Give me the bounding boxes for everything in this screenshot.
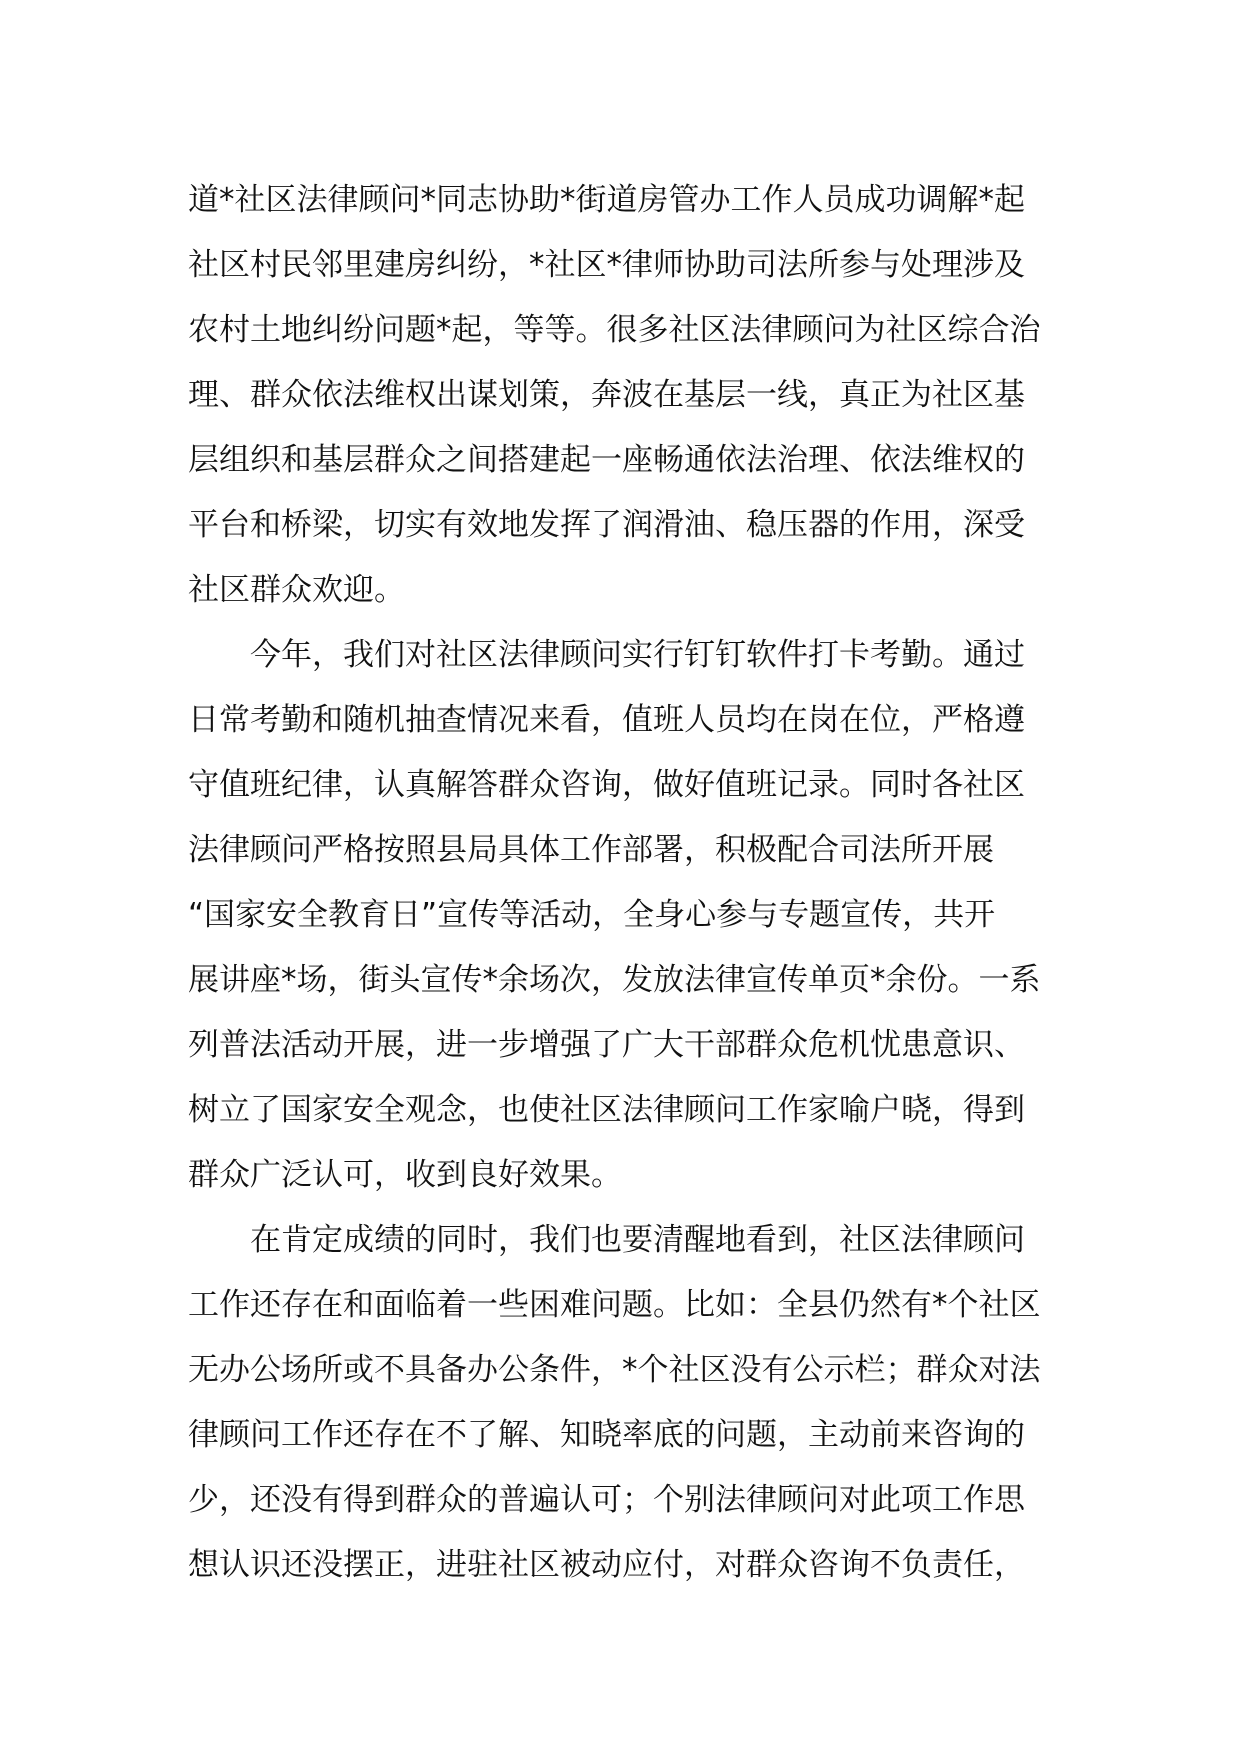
text-line-22: 想认识还没摆正，进驻社区被动应付，对群众咨询不负责任， [188, 1547, 1025, 1583]
text-line-6: 平台和桥梁，切实有效地发挥了润滑油、稳压器的作用，深受 [188, 507, 1025, 543]
text-line-12: “国家安全教育日”宣传等活动，全身心参与专题宣传，共开 [188, 897, 996, 933]
text-line-20: 律顾问工作还存在不了解、知晓率底的问题，主动前来咨询的 [188, 1417, 1025, 1453]
text-line-1: 道*社区法律顾问*同志协助*街道房管办工作人员成功调解*起 [188, 182, 1025, 218]
text-line-11: 法律顾问严格按照县局具体工作部署，积极配合司法所开展 [188, 832, 994, 868]
body-text [188, 168, 1068, 1598]
text-line-10: 守值班纪律，认真解答群众咨询，做好值班记录。同时各社区 [188, 767, 1025, 803]
text-line-3: 农村土地纠纷问题*起，等等。很多社区法律顾问为社区综合治 [188, 312, 1041, 348]
text-line-7: 社区群众欢迎。 [188, 572, 405, 608]
text-line-21: 少，还没有得到群众的普遍认可；个别法律顾问对此项工作思 [188, 1482, 1025, 1518]
text-line-14: 列普法活动开展，进一步增强了广大干部群众危机忧患意识、 [188, 1027, 1025, 1063]
text-line-4: 理、群众依法维权出谋划策，奔波在基层一线，真正为社区基 [188, 377, 1025, 413]
text-line-15: 树立了国家安全观念，也使社区法律顾问工作家喻户晓，得到 [188, 1092, 1025, 1128]
text-line-13: 展讲座*场，街头宣传*余场次，发放法律宣传单页*余份。一系 [188, 962, 1041, 998]
text-line-16: 群众广泛认可，收到良好效果。 [188, 1157, 622, 1193]
text-line-17: 在肯定成绩的同时，我们也要清醒地看到，社区法律顾问 [188, 1222, 1025, 1258]
text-line-18: 工作还存在和面临着一些困难问题。比如：全县仍然有*个社区 [188, 1287, 1041, 1323]
text-line-8: 今年，我们对社区法律顾问实行钉钉软件打卡考勤。通过 [188, 637, 1025, 673]
text-line-9: 日常考勤和随机抽查情况来看，值班人员均在岗在位，严格遵 [188, 702, 1025, 738]
text-line-2: 社区村民邻里建房纠纷，*社区*律师协助司法所参与处理涉及 [188, 247, 1025, 283]
text-line-19: 无办公场所或不具备办公条件，*个社区没有公示栏；群众对法 [188, 1352, 1041, 1388]
text-line-5: 层组织和基层群众之间搭建起一座畅通依法治理、依法维权的 [188, 442, 1025, 478]
